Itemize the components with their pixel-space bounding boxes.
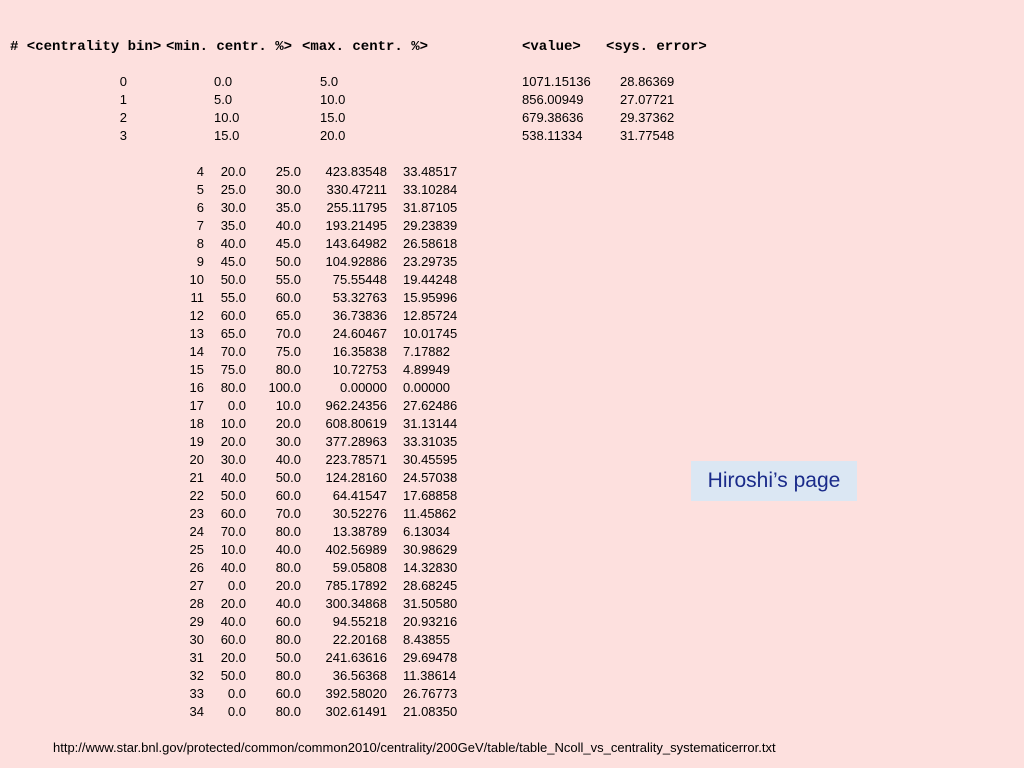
cell-value: 856.00949 [522,92,584,107]
cell-value: 13.38789 [332,524,387,539]
cell-error: 30.45595 [403,452,458,467]
cell-bin: 7 [196,218,204,233]
cell-value: 22.20168 [332,632,387,647]
cell-value: 330.47211 [326,182,387,197]
cell-error: 26.58618 [403,236,458,251]
cell-min: 50.0 [220,488,246,503]
cell-max: 30.0 [275,434,301,449]
cell-max: 80.0 [275,560,301,575]
cell-max: 40.0 [275,542,301,557]
cell-bin: 14 [189,344,204,359]
cell-max: 40.0 [275,218,301,233]
cell-min: 25.0 [220,182,246,197]
cell-error: 15.95996 [403,290,458,305]
cell-bin: 17 [189,398,204,413]
cell-value: 59.05808 [332,560,387,575]
cell-bin: 22 [189,488,204,503]
header-min-centrality: <min. centr. %> [166,39,293,55]
cell-error: 33.31035 [403,434,458,449]
cell-value: 75.55448 [332,272,387,287]
cell-error: 31.77548 [620,128,675,143]
cell-min: 50.0 [220,272,246,287]
cell-min: 45.0 [220,254,246,269]
cell-max: 40.0 [275,452,301,467]
cell-max: 80.0 [275,632,301,647]
cell-max: 5.0 [320,74,339,89]
cell-error: 10.01745 [403,326,458,341]
cell-min: 20.0 [220,164,246,179]
cell-max: 30.0 [275,182,301,197]
cell-value: 223.78571 [325,452,387,467]
cell-min: 15.0 [214,128,240,143]
cell-value: 10.72753 [332,362,387,377]
cell-bin: 34 [189,704,204,719]
cell-max: 60.0 [275,614,301,629]
cell-max: 100.0 [268,380,301,395]
cell-bin: 12 [189,308,204,323]
cell-max: 80.0 [275,668,301,683]
cell-error: 27.07721 [620,92,675,107]
cell-error: 24.57038 [403,470,458,485]
cell-bin: 4 [196,164,204,179]
cell-bin: 30 [189,632,204,647]
cell-value: 143.64982 [325,236,387,251]
cell-bin: 18 [189,416,204,431]
cell-value: 402.56989 [325,542,387,557]
cell-bin: 28 [189,596,204,611]
cell-error: 8.43855 [403,632,450,647]
cell-min: 0.0 [227,398,246,413]
cell-max: 70.0 [275,506,301,521]
cell-value: 538.11334 [522,128,583,143]
cell-bin: 27 [189,578,204,593]
cell-max: 80.0 [275,362,301,377]
cell-value: 36.73836 [332,308,387,323]
cell-bin: 15 [189,362,204,377]
cell-max: 20.0 [275,416,301,431]
cell-error: 28.86369 [620,74,675,89]
cell-min: 0.0 [227,686,246,701]
cell-min: 0.0 [227,578,246,593]
cell-error: 33.48517 [403,164,458,179]
cell-error: 23.29735 [403,254,458,269]
cell-error: 27.62486 [403,398,458,413]
cell-error: 0.00000 [403,380,450,395]
cell-max: 50.0 [275,254,301,269]
cell-max: 10.0 [275,398,301,413]
cell-value: 302.61491 [325,704,387,719]
cell-error: 11.45862 [403,506,457,521]
cell-max: 80.0 [275,704,301,719]
cell-error: 28.68245 [403,578,458,593]
cell-min: 0.0 [227,704,246,719]
cell-value: 785.17892 [325,578,387,593]
cell-max: 75.0 [275,344,301,359]
cell-error: 6.13034 [403,524,450,539]
cell-min: 5.0 [214,92,233,107]
cell-bin: 3 [119,128,127,143]
cell-bin: 0 [119,74,127,89]
cell-bin: 24 [189,524,204,539]
cell-error: 21.08350 [403,704,458,719]
cell-error: 26.76773 [403,686,458,701]
cell-value: 104.92886 [325,254,387,269]
cell-error: 33.10284 [403,182,458,197]
cell-max: 60.0 [275,290,301,305]
cell-bin: 13 [189,326,204,341]
cell-value: 0.00000 [340,380,387,395]
cell-value: 53.32763 [332,290,387,305]
cell-min: 60.0 [220,506,246,521]
cell-error: 14.32830 [403,560,458,575]
cell-bin: 11 [190,290,204,305]
cell-max: 70.0 [275,326,301,341]
cell-bin: 31 [189,650,204,665]
cell-bin: 20 [189,452,204,467]
cell-error: 19.44248 [403,272,458,287]
cell-bin: 5 [196,182,204,197]
cell-bin: 29 [189,614,204,629]
cell-error: 31.50580 [403,596,458,611]
cell-min: 50.0 [220,668,246,683]
cell-min: 0.0 [214,74,233,89]
cell-value: 392.58020 [325,686,387,701]
cell-min: 60.0 [220,632,246,647]
cell-bin: 26 [189,560,204,575]
cell-max: 50.0 [275,470,301,485]
cell-value: 679.38636 [522,110,584,125]
cell-error: 30.98629 [403,542,458,557]
cell-error: 29.23839 [403,218,458,233]
cell-bin: 9 [196,254,204,269]
cell-value: 16.35838 [332,344,387,359]
cell-bin: 8 [196,236,204,251]
cell-min: 60.0 [220,308,246,323]
cell-bin: 10 [189,272,204,287]
cell-value: 30.52276 [332,506,387,521]
cell-min: 55.0 [220,290,246,305]
cell-max: 55.0 [275,272,301,287]
cell-min: 10.0 [220,416,246,431]
cell-min: 35.0 [220,218,246,233]
cell-min: 70.0 [220,524,246,539]
header-centrality-bin: # <centrality bin> [10,39,162,55]
hiroshi-page-note: Hiroshi’s page [691,461,857,501]
cell-bin: 33 [189,686,204,701]
cell-bin: 1 [119,92,127,107]
cell-max: 15.0 [320,110,346,125]
cell-min: 30.0 [220,200,246,215]
cell-min: 10.0 [214,110,240,125]
cell-max: 65.0 [275,308,301,323]
cell-value: 377.28963 [325,434,387,449]
cell-max: 60.0 [275,488,301,503]
cell-max: 20.0 [275,578,301,593]
cell-bin: 19 [189,434,204,449]
cell-min: 40.0 [220,614,246,629]
cell-min: 65.0 [220,326,246,341]
cell-max: 20.0 [320,128,346,143]
cell-min: 20.0 [220,596,246,611]
cell-error: 7.17882 [403,344,450,359]
cell-error: 29.69478 [403,650,458,665]
cell-bin: 21 [189,470,204,485]
cell-error: 20.93216 [403,614,458,629]
cell-value: 255.11795 [326,200,387,215]
header-max-centrality: <max. centr. %> [302,39,429,55]
cell-error: 11.38614 [403,668,457,683]
cell-max: 45.0 [275,236,301,251]
cell-min: 75.0 [220,362,246,377]
cell-max: 60.0 [275,686,301,701]
cell-value: 423.83548 [325,164,387,179]
cell-error: 17.68858 [403,488,458,503]
cell-value: 24.60467 [332,326,387,341]
cell-bin: 16 [189,380,204,395]
cell-value: 962.24356 [325,398,387,413]
cell-bin: 2 [119,110,127,125]
cell-error: 29.37362 [620,110,675,125]
cell-value: 193.21495 [325,218,387,233]
cell-min: 30.0 [220,452,246,467]
cell-bin: 25 [189,542,204,557]
cell-value: 64.41547 [332,488,387,503]
cell-min: 70.0 [220,344,246,359]
cell-max: 80.0 [275,524,301,539]
cell-max: 10.0 [320,92,346,107]
source-url: http://www.star.bnl.gov/protected/common/common2010/centrality/200GeV/table/table_Ncoll_vs_centrality_systematicerror.txt [53,740,776,755]
cell-error: 12.85724 [403,308,458,323]
cell-value: 241.63616 [325,650,387,665]
header-sys-error: <sys. error> [606,39,707,55]
cell-bin: 32 [189,668,204,683]
cell-min: 40.0 [220,560,246,575]
cell-value: 1071.15136 [522,74,591,89]
cell-bin: 23 [189,506,204,521]
header-value: <value> [522,39,581,55]
cell-min: 10.0 [220,542,246,557]
cell-value: 36.56368 [332,668,387,683]
cell-max: 25.0 [275,164,301,179]
cell-min: 40.0 [220,236,246,251]
cell-max: 50.0 [275,650,301,665]
cell-value: 300.34868 [325,596,387,611]
cell-error: 4.89949 [403,362,450,377]
cell-error: 31.13144 [403,416,458,431]
cell-min: 20.0 [220,650,246,665]
cell-error: 31.87105 [403,200,458,215]
cell-max: 35.0 [275,200,301,215]
cell-min: 40.0 [220,470,246,485]
cell-value: 124.28160 [325,470,387,485]
cell-max: 40.0 [275,596,301,611]
cell-value: 608.80619 [325,416,387,431]
cell-bin: 6 [196,200,204,215]
cell-min: 20.0 [220,434,246,449]
cell-value: 94.55218 [332,614,387,629]
cell-min: 80.0 [220,380,246,395]
